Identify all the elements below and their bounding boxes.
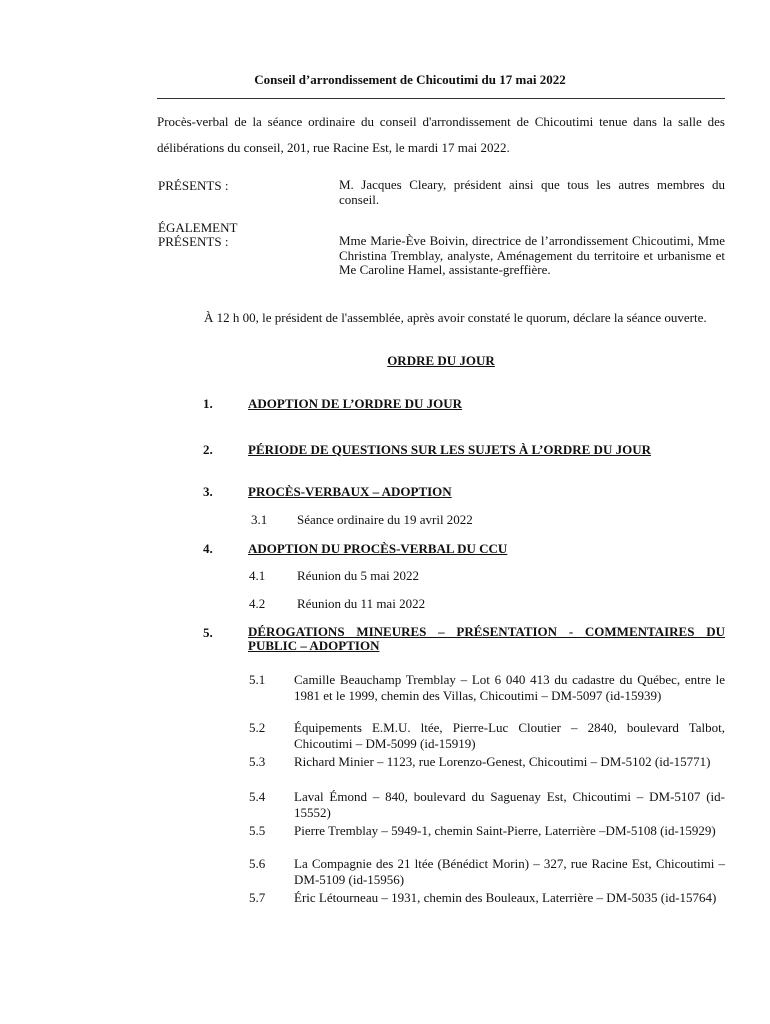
section-title: ADOPTION DE L’ORDRE DU JOUR xyxy=(248,396,463,411)
item-number: 5.6 xyxy=(249,856,266,871)
item-number: 5.2 xyxy=(249,720,266,735)
section-title: PROCÈS-VERBAUX – ADOPTION xyxy=(248,484,452,499)
section-number: 3. xyxy=(203,484,213,499)
item-text: Éric Létourneau – 1931, chemin des Bouleaux, Laterrière – DM-5035 (id-15764) xyxy=(294,890,717,905)
section-number: 4. xyxy=(203,541,213,556)
item-text: Pierre Tremblay – 5949-1, chemin Saint-Pierre, Laterrière –DM-5108 (id-15929) xyxy=(294,823,716,838)
item-number: 5.3 xyxy=(249,754,266,769)
presents-label: PRÉSENTS : xyxy=(158,178,229,193)
item-text: Séance ordinaire du 19 avril 2022 xyxy=(297,512,473,527)
presents-text: M. Jacques Cleary, président ainsi que tous les autres membres du conseil. xyxy=(339,177,725,207)
agenda-title: ORDRE DU JOUR xyxy=(387,353,495,368)
item-text: La Compagnie des 21 ltée (Bénédict Morin) – 327, rue Racine Est, Chicoutimi – DM-5109 (id-15956) xyxy=(294,856,725,887)
item-number: 5.7 xyxy=(249,890,266,905)
section-title: ADOPTION DU PROCÈS-VERBAL DU CCU xyxy=(248,541,508,556)
also-present-text: Mme Marie-Ève Boivin, directrice de l’arrondissement Chicoutimi, Mme Christina Tremblay, analyste, Aménagement du territoire et urbanisme et Me Caroline Hamel, assistante-greffière. xyxy=(339,233,725,277)
section-number: 5. xyxy=(203,625,213,640)
item-number: 5.5 xyxy=(249,823,266,838)
item-number: 5.1 xyxy=(249,672,266,687)
intro-paragraph: Procès-verbal de la séance ordinaire du conseil d'arrondissement de Chicoutimi tenue dans la salle des délibérations du conseil, 201, rue Racine Est, le mardi 17 mai 2022. xyxy=(157,114,725,155)
opening-paragraph: À 12 h 00, le président de l'assemblée, après avoir constaté le quorum, déclare la séance ouverte. xyxy=(204,310,707,325)
item-text: Réunion du 5 mai 2022 xyxy=(297,568,420,583)
item-text: Laval Émond – 840, boulevard du Saguenay Est, Chicoutimi – DM-5107 (id-15552) xyxy=(294,789,725,820)
also-present-label-line2: PRÉSENTS : xyxy=(158,234,229,249)
item-number: 4.2 xyxy=(249,596,266,611)
item-number: 3.1 xyxy=(251,512,268,527)
item-number: 4.1 xyxy=(249,568,266,583)
item-number: 5.4 xyxy=(249,789,266,804)
section-number: 1. xyxy=(203,396,213,411)
title-divider xyxy=(157,98,725,99)
section-title: PÉRIODE DE QUESTIONS SUR LES SUJETS À L’ORDRE DU JOUR xyxy=(248,442,651,457)
document-title: Conseil d’arrondissement de Chicoutimi du 17 mai 2022 xyxy=(254,72,566,87)
item-text: Réunion du 11 mai 2022 xyxy=(297,596,426,611)
item-text: Équipements E.M.U. ltée, Pierre-Luc Cloutier – 2840, boulevard Talbot, Chicoutimi – DM-5099 (id-15919) xyxy=(294,720,725,751)
also-present-label-line1: ÉGALEMENT xyxy=(158,220,238,235)
item-text: Richard Minier – 1123, rue Lorenzo-Genest, Chicoutimi – DM-5102 (id-15771) xyxy=(294,754,711,769)
section-number: 2. xyxy=(203,442,213,457)
section-title: DÉROGATIONS MINEURES – PRÉSENTATION - COMMENTAIRES DU PUBLIC – ADOPTION xyxy=(248,624,725,653)
item-text: Camille Beauchamp Tremblay – Lot 6 040 413 du cadastre du Québec, entre le 1981 et le 1999, chemin des Villas, Chicoutimi – DM-5097 (id-15939) xyxy=(294,672,725,703)
